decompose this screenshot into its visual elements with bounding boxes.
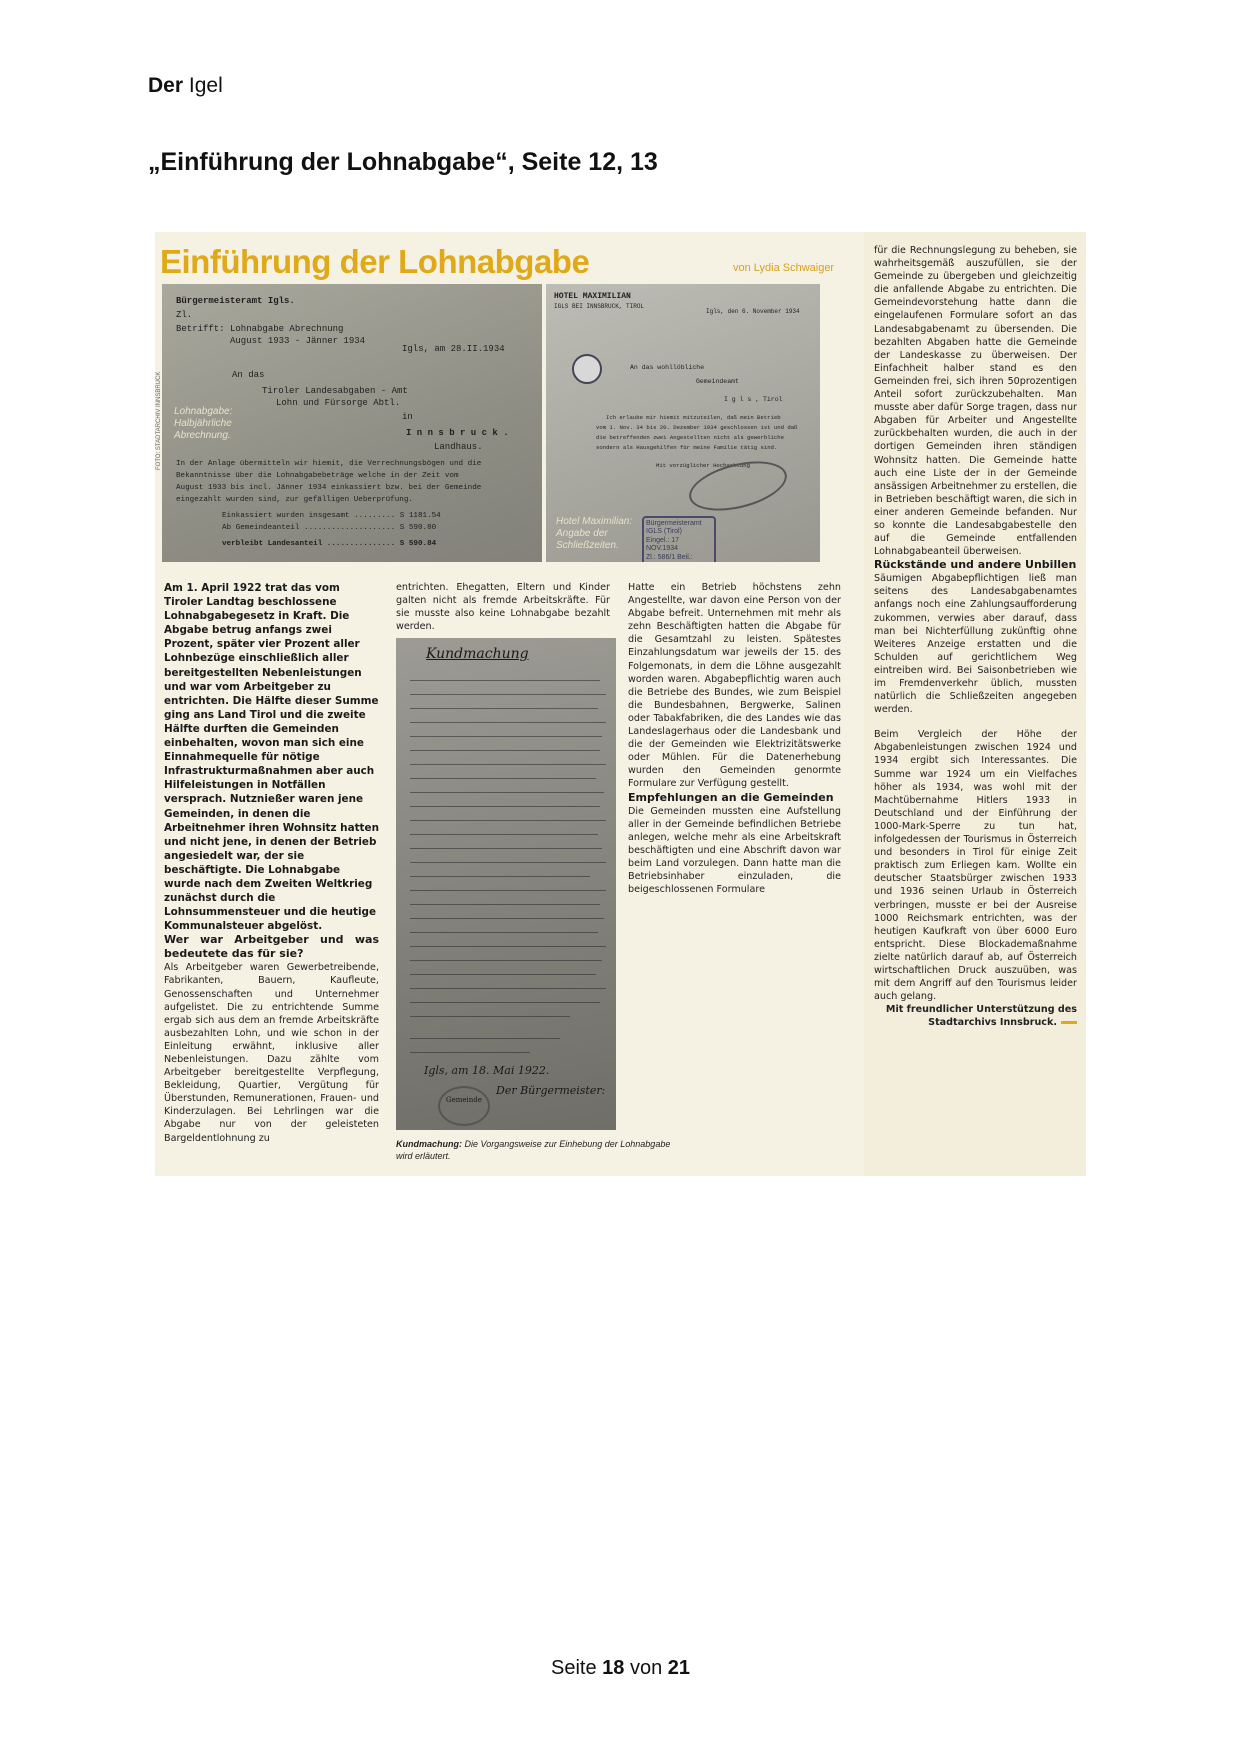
- handwriting-line: [410, 988, 606, 989]
- letter-line: Bürgermeisteramt Igls.: [176, 296, 295, 306]
- footer-middle: von: [629, 1657, 663, 1679]
- letter-line: Bekanntnisse über die Lohnabgabebeträge welche in der Zeit vom: [176, 472, 459, 480]
- handwriting-line: [410, 946, 606, 947]
- gemeinde-stamp-text: Gemeinde: [446, 1096, 482, 1104]
- hotel-name: HOTEL MAXIMILIAN: [554, 292, 631, 301]
- paragraph: Beim Vergleich der Höhe der Abgabenleistungen zwischen 1924 und 1934 ergibt sich Interessantes. Die Summe war 1924 um ein Vielfaches höher als 1934, was wohl mit der Machtübernahme Hitlers 1933 in Deutschland und der Einführung der 1000-Mark-Sperre zu tun hat, infolgedessen der Tourismus in Österreich und besonders in Tirol für einige Zeit praktisch zum Erliegen kam. Wollte ein deutscher Staatsbürger zwischen 1933 und 1936 seinen Urlaub in Österreich verbringen, musste er bei der Ausreise 1000 Reichsmark entrichten, was der heutigen Kaufkraft von über 6000 Euro entspricht. Diese Blockademaßnahme zielte natürlich darauf ab, auf Österreich wirtschaftlichen Druck auszuüben, was mit dem Angriff auf den Tourismus leider auch gelang.: [874, 729, 1077, 1003]
- thanks-text: Mit freundlicher Unterstützung des Stadtarchivs Innsbruck.: [885, 1004, 1077, 1029]
- photo2-caption: [556, 516, 636, 552]
- handwriting-line: [410, 932, 598, 933]
- handwriting-line: [410, 904, 600, 905]
- stamp-line: Zl.: 586/1 Beil.:: [646, 553, 693, 561]
- paragraph: Säumigen Abgabepflichtigen ließ man seitens des Landesabgabenamtes anfangs noch eine Zahlungsaufforderung zukommen, verwies aber darauf, dass man bei Nichterfüllung zukünftig ohne Weiteres Anzeige erstatten und die Schulden auf gerichtlichem Weg eintreiben wird. Bei Saisonbetrieben wie im Fremdenverkehr üblich, mussten natürlich die Schließzeiten angegeben werden.: [874, 573, 1077, 716]
- subheading-rueckstaende: Rückstände und andere Unbillen: [874, 558, 1077, 572]
- letter-line: Betrifft: Lohnabgabe Abrechnung: [176, 324, 344, 334]
- article-lead: Am 1. April 1922 trat das vom Tiroler Landtag beschlossene Lohnabgabegesetz in Kraft. Die Abgabe betrug anfangs zwei Prozent, später vier Prozent aller Lohnbezüge einschließlich aller bereitgestellten Nebenleistungen und war vom Arbeitgeber zu entrichten. Die Hälfte dieser Summe ging ans Land Tirol und die zweite Hälfte durften die Gemeinden einbehalten, wovon man sich eine Einnahmequelle für nötige Infrastrukturmaßnahmen aber auch Hilfeleistungen in Notfällen versprach. Nutznießer waren jene Gemeinden, in denen die Arbeitnehmer ihren Wohnsitz hatten und nicht jene, in denen der Betrieb angesiedelt war, der sie beschäftigte. Die Lohnabgabe wurde nach dem Zweiten Weltkrieg zunächst durch die Lohnsummensteuer und die heutige Kommunalsteuer abgelöst.: [164, 582, 379, 933]
- letter-line: verbleibt Landesanteil ............... S 590.84: [222, 540, 437, 548]
- thanks-note: [874, 1003, 1077, 1029]
- letter-line: Zl.: [176, 310, 193, 320]
- handwriting-line: [410, 722, 606, 723]
- photo2-caption-text: Angabe der Schließzeiten.: [556, 528, 619, 551]
- photo1-caption-title: Lohnabgabe:: [174, 406, 233, 417]
- stamp-line: IGLS (Tirol): [646, 528, 682, 536]
- brand-rest: Igel: [188, 74, 223, 97]
- subheading-empfehlungen: Empfehlungen an die Gemeinden: [628, 790, 834, 804]
- handwriting-line: [410, 750, 600, 751]
- handwriting-line: [410, 806, 600, 807]
- page-footer: [0, 1657, 1241, 1680]
- hotel-emblem-icon: [572, 354, 602, 384]
- lohnabgabe-letter-photo: [162, 284, 542, 562]
- hotel-line: Ich erlaube mir hiemit mitzuteilen, daß mein Betrieb: [606, 414, 781, 421]
- kundmachung-heading: Kundmachung: [426, 646, 529, 662]
- hotel-line: Mit vorzüglicher Hochachtung: [656, 462, 750, 469]
- letter-line: Lohn und Fürsorge Abtl.: [276, 398, 401, 408]
- hotel-line: An das wohllöbliche: [630, 364, 705, 371]
- photo-credit: FOTO: STADTARCHIV INNSBRUCK: [156, 371, 162, 470]
- letter-line: in: [402, 412, 413, 422]
- hotel-line: I g l s , Tirol: [724, 396, 783, 403]
- paragraph: für die Rechnungslegung zu beheben, sie wahrheitsgemäß auszufüllen, sie der Gemeinde zu übergeben und gleichzeitig die anfallende Abgabe zu entrichten. Die Gemeindevorstehung hatte dann die eingelaufenen Formulare sofort an das Landesabgabenamt zu übersenden. Die bezahlten Abgaben hatte die Gemeinde der Landeskasse zu überweisen. Der Einfachheit halber stand es den Gemeinden frei, sich ihren 50prozentigen Anteil sofort zurückzubehalten. Man musste aber dafür Sorge tragen, dass nur Abgaben für Arbeiter und Angestellte zurückbehalten wurden, die auch in der dortigen Gemeinden ihren ständigen Wohnsitz hatten. Die Gemeinde hatte auch eine Liste der in der Gemeinde ansässigen Arbeitnehmer zu erstellen, die in Betrieben beschäftigt waren, die sich in einer anderen Gemeinde befanden. Nur so konnte die Landesabgabestelle den auf die Gemeinde entfallenden Lohnabgabeanteil überweisen.: [874, 245, 1077, 558]
- paragraph: entrichten. Ehegatten, Eltern und Kinder galten nicht als fremde Arbeitskräfte. Für sie musste also keine Lohnabgabe bezahlt werden.: [396, 582, 610, 633]
- hotel-line: die betreffenden zwei Angestellten nicht als gewerbliche: [596, 434, 784, 441]
- subheading-arbeitgeber: Wer war Arbeitgeber und was bedeutete das für sie?: [164, 933, 379, 961]
- handwriting-line: [410, 1038, 560, 1039]
- footer-prefix: Seite: [550, 1657, 597, 1679]
- current-page: 18: [602, 1657, 625, 1679]
- article-column-2: [396, 581, 610, 633]
- handwriting-line: [410, 764, 606, 765]
- handwriting-line: [410, 890, 606, 891]
- handwriting-line: [410, 778, 596, 779]
- handwriting-line: [410, 736, 602, 737]
- letter-line: Tiroler Landesabgaben - Amt: [262, 386, 408, 396]
- kundmachung-date: Igls, am 18. Mai 1922.: [424, 1064, 550, 1077]
- total-pages: 21: [667, 1657, 691, 1679]
- article-column-4: [874, 244, 1077, 1029]
- handwriting-line: [410, 862, 606, 863]
- handwriting-line: [410, 820, 606, 821]
- letter-line: Igls, am 28.II.1934: [402, 344, 505, 354]
- handwriting-line: [410, 974, 596, 975]
- handwriting-line: [410, 694, 606, 695]
- document-title: „Einführung der Lohnabgabe“, Seite 12, 13: [148, 148, 658, 176]
- hotel-sub: IGLS BEI INNSBRUCK, TIROL: [554, 303, 645, 310]
- letter-line: An das: [232, 370, 265, 380]
- photo2-caption-title: Hotel Maximilian:: [556, 516, 633, 527]
- hotel-maximilian-letter-photo: [546, 284, 820, 562]
- hotel-date: Igls, den 6. November 1934: [706, 308, 800, 315]
- receipt-stamp: [642, 516, 716, 562]
- hotel-line: vom 1. Nov. 34 bis 20. Dezember 1934 geschlossen ist und daß: [596, 424, 798, 431]
- kundmachung-caption-text: Die Vorgangsweise zur Einhebung der Lohnabgabe wird erläutert.: [396, 1139, 671, 1161]
- stamp-line: Eingel.: 17 NOV.1934: [646, 536, 680, 553]
- handwriting-line: [410, 960, 602, 961]
- paragraph: Hatte ein Betrieb höchstens zehn Angestellte, war davon eine Person von der Abgabe befreit. Unternehmen mit mehr als zehn Beschäftigten hatten die Abgabe für die Gesamtzahl zu leisten. Spätestes Einzahlungsdatum war jeweils der 15. des Folgemonats, in dem die Löhne ausgezahlt worden waren. Abgabepflichtig waren auch die Betriebe des Bundes, wie zum Beispiel die Bundesbahnen, Bergwerke, Salinen oder Tabakfabriken, die des Landes wie das Landeslagerhaus oder die Landesbank und die der Gemeinden wie Elektrizitätswerke oder Mühlen. Für die Datenerhebung wurden den Gemeinden genormte Formulare zur Verfügung gestellt.: [628, 582, 841, 790]
- handwriting-line: [410, 680, 600, 681]
- hotel-line: Gemeindeamt: [696, 378, 739, 385]
- handwriting-line: [410, 708, 598, 709]
- kundmachung-handwritten-photo: [396, 638, 616, 1130]
- letter-line: eingezahlt wurden sind, zur gefälligen Ueberprüfung.: [176, 496, 413, 504]
- handwriting-line: [410, 848, 602, 849]
- letter-line: In der Anlage übermitteln wir hiemit, die Verrechnungsbögen und die: [176, 460, 482, 468]
- photo1-caption: [174, 406, 254, 442]
- article-column-3: [628, 581, 841, 896]
- kundmachung-caption-label: Kundmachung:: [396, 1139, 462, 1149]
- hotel-line: sondern als Hausgehilfen für meine Familie tätig sind.: [596, 444, 778, 451]
- handwriting-line: [410, 876, 590, 877]
- brand-bold: Der: [148, 74, 184, 97]
- paragraph: Die Gemeinden mussten eine Aufstellung aller in der Gemeinde befindlichen Betriebe anlegen, welche mehr als eine Arbeitskraft beschäftigten und eine Abschrift davon war beim Land vorzulegen. Dann hatte man die Betriebsinhaber einzuladen, die beigeschlossenen Formulare: [628, 805, 841, 896]
- handwriting-line: [410, 1016, 570, 1017]
- gemeinde-stamp-icon: [438, 1086, 490, 1126]
- letter-line: Landhaus.: [434, 442, 483, 452]
- kundmachung-signature: Der Bürgermeister:: [496, 1084, 606, 1097]
- handwriting-line: [410, 918, 604, 919]
- stamp-line: Bürgermeisteramt: [646, 520, 702, 527]
- end-mark-icon: [1061, 1021, 1077, 1024]
- letter-line: I n n s b r u c k .: [406, 428, 509, 438]
- paragraph: Als Arbeitgeber waren Gewerbetreibende, Fabrikanten, Bauern, Kaufleute, Genossenschaften und Unternehmer aufgelistet. Die zu entrichtende Summe ergab sich aus dem an fremde Arbeitskräfte ausbezahlten Lohn, und wie schon in der Einleitung erwähnt, inklusive aller Nebenleistungen. Dazu zählte vom Arbeitgeber bereitgestellte Verpflegung, Bekleidung, Quartier, Vergütung für Überstunden, Remunerationen, Frauen- und Kinderzulagen. Bei Lehrlingen war die Abgabe nur von der geleisteten Bargeldentlohnung zu: [164, 962, 379, 1144]
- handwriting-line: [410, 792, 604, 793]
- handwriting-line: [410, 1002, 600, 1003]
- handwriting-line: [410, 834, 598, 835]
- article-byline: von Lydia Schwaiger: [733, 262, 835, 274]
- letter-line: Einkassiert wurden insgesamt ......... S 1181.54: [222, 512, 441, 520]
- letter-line: August 1933 bis incl. Jänner 1934 einkassiert bzw. bei der Gemeinde: [176, 484, 482, 492]
- page-header: [148, 74, 223, 98]
- letter-line: Ab Gemeindeanteil .................... S 590.80: [222, 524, 437, 532]
- handwriting-line: [410, 1052, 530, 1053]
- kundmachung-caption: [396, 1138, 686, 1162]
- photo1-caption-text: Halbjährliche Abrechnung.: [174, 418, 232, 441]
- letter-line: August 1933 - Jänner 1934: [176, 336, 366, 346]
- article-column-1: [164, 581, 379, 1145]
- article-title: Einführung der Lohnabgabe: [160, 243, 590, 280]
